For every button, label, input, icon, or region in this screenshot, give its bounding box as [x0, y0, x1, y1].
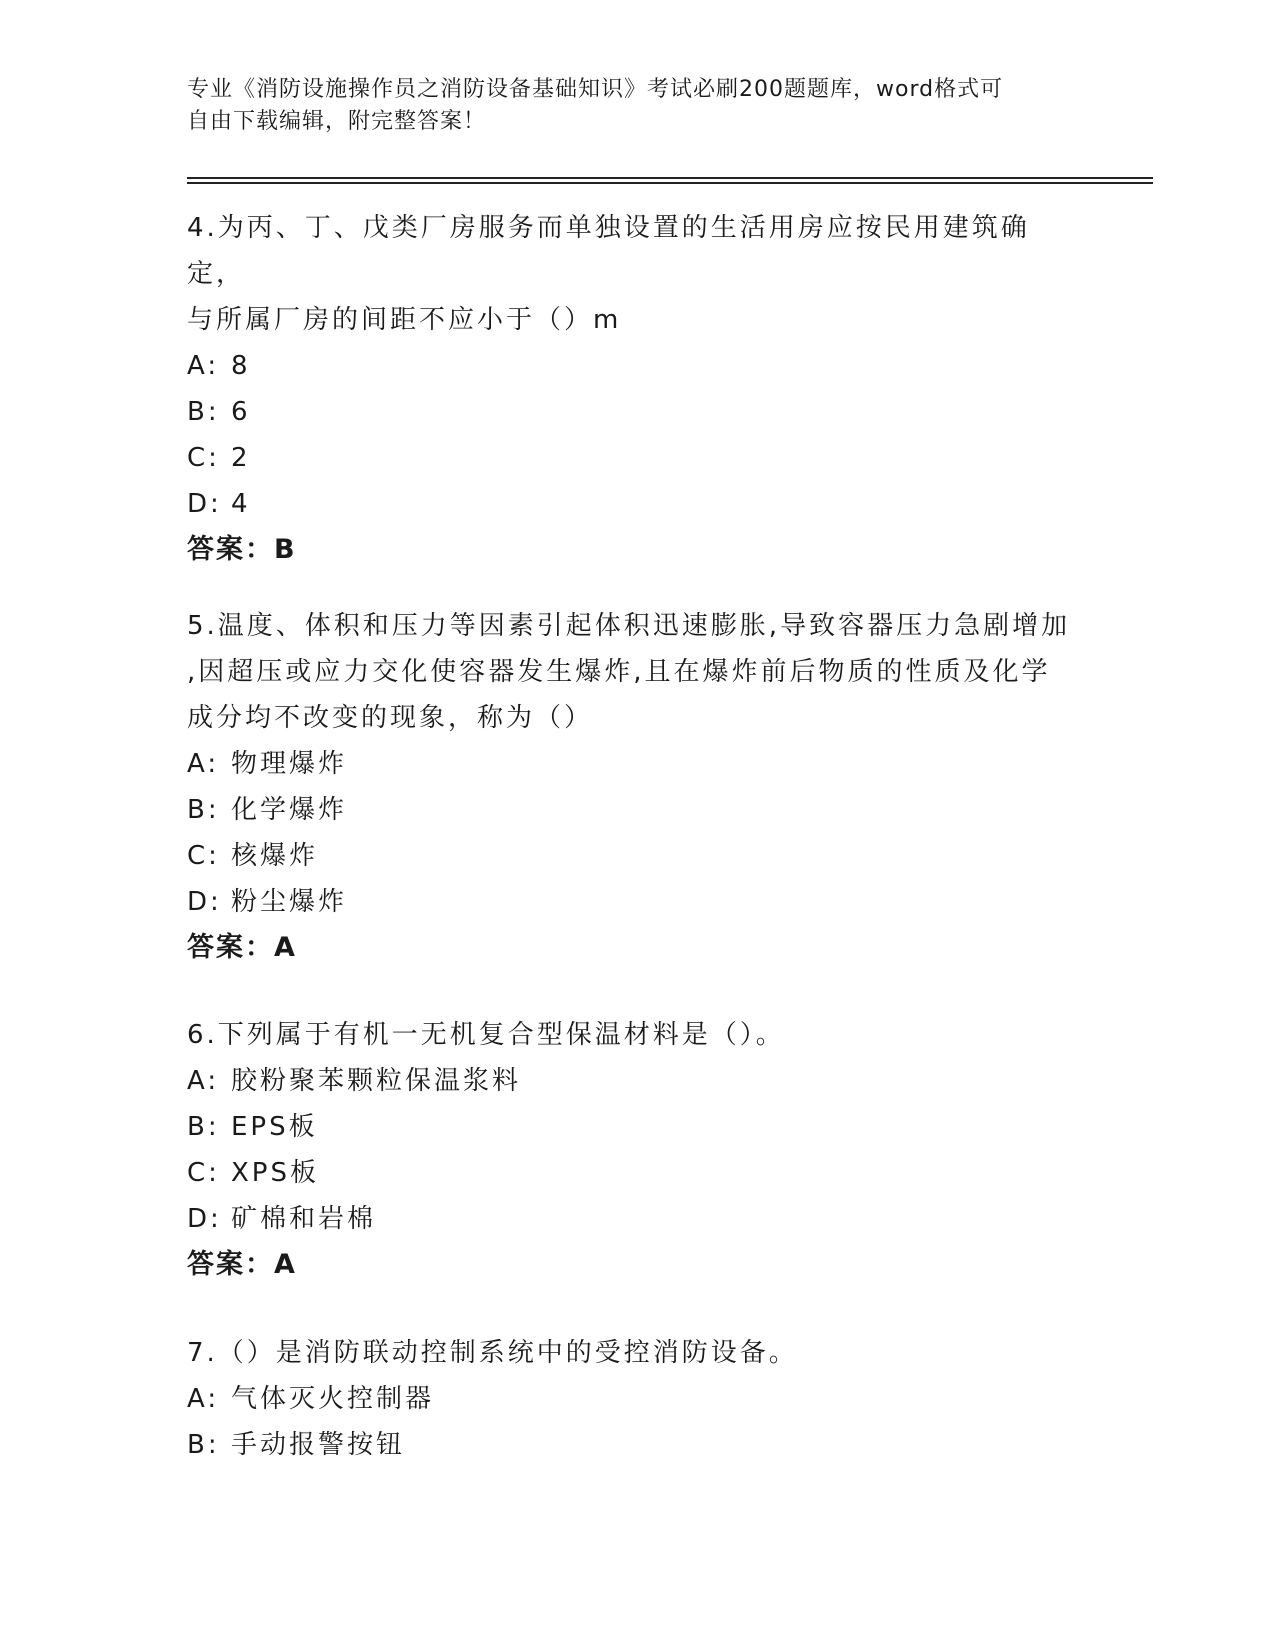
option-letter: A: [187, 749, 220, 779]
option-text: 6 [231, 397, 251, 427]
option-text: 矿棉和岩棉 [231, 1204, 377, 1234]
stem-line: 与所属厂房的间距不应小于（）m [187, 305, 622, 335]
stem-line: 4.为丙、丁、戊类厂房服务而单独设置的生活用房应按民用建筑确定， [187, 213, 1030, 289]
answer-label: 答案：B [187, 534, 297, 565]
option-c [187, 435, 1087, 481]
option-b [187, 389, 1087, 435]
option-b [187, 1422, 1087, 1468]
option-a [187, 741, 1087, 787]
option-letter: C: [187, 1158, 220, 1188]
header-line: 自由下载编辑，附完整答案！ [187, 109, 487, 134]
question-stem [187, 205, 1087, 343]
option-c [187, 1150, 1087, 1196]
option-letter: B: [187, 1112, 220, 1142]
option-a [187, 1376, 1087, 1422]
option-letter: D: [187, 489, 222, 519]
option-d [187, 481, 1087, 527]
option-text: 4 [231, 489, 251, 519]
option-letter: A: [187, 1066, 220, 1096]
option-text: 气体灭火控制器 [231, 1384, 435, 1414]
answer-label: 答案：A [187, 1249, 297, 1280]
option-text: 2 [231, 443, 251, 473]
option-d [187, 1196, 1087, 1242]
option-a [187, 343, 1087, 389]
option-letter: B: [187, 397, 220, 427]
question-stem [187, 603, 1087, 741]
option-text: EPS板 [231, 1112, 318, 1142]
option-d [187, 879, 1087, 925]
question-6 [187, 1012, 1087, 1288]
option-letter: C: [187, 841, 220, 871]
option-a [187, 1058, 1087, 1104]
stem-line: 7.（）是消防联动控制系统中的受控消防设备。 [187, 1338, 798, 1368]
option-letter: D: [187, 887, 222, 917]
document-header [187, 74, 1087, 138]
question-4 [187, 205, 1087, 573]
option-text: 手动报警按钮 [231, 1430, 406, 1460]
question-7 [187, 1330, 1087, 1468]
stem-line: 5.温度、体积和压力等因素引起体积迅速膨胀,导致容器压力急剧增加 [187, 611, 1071, 641]
question-stem [187, 1330, 1087, 1376]
option-text: 物理爆炸 [231, 749, 348, 779]
question-5 [187, 603, 1087, 971]
answer-label: 答案：A [187, 932, 297, 963]
option-letter: D: [187, 1204, 222, 1234]
option-letter: A: [187, 1384, 220, 1414]
stem-line: ,因超压或应力交化使容器发生爆炸,且在爆炸前后物质的性质及化学 [187, 657, 1051, 687]
option-text: 8 [231, 351, 251, 381]
option-text: XPS板 [231, 1158, 319, 1188]
option-text: 核爆炸 [231, 841, 319, 871]
option-letter: B: [187, 795, 220, 825]
header-line: 专业《消防设施操作员之消防设备基础知识》考试必刷200题题库，word格式可 [187, 77, 1004, 102]
option-text: 胶粉聚苯颗粒保温浆料 [231, 1066, 522, 1096]
option-letter: B: [187, 1430, 220, 1460]
question-stem [187, 1012, 1087, 1058]
option-letter: C: [187, 443, 220, 473]
option-b [187, 1104, 1087, 1150]
stem-line: 成分均不改变的现象，称为（） [187, 703, 594, 733]
option-text: 粉尘爆炸 [231, 887, 348, 917]
option-c [187, 833, 1087, 879]
stem-line: 6.下列属于有机一无机复合型保温材料是（）。 [187, 1020, 785, 1050]
option-b [187, 787, 1087, 833]
header-divider [187, 182, 1153, 184]
option-letter: A: [187, 351, 220, 381]
header-divider [187, 177, 1153, 179]
option-text: 化学爆炸 [231, 795, 348, 825]
